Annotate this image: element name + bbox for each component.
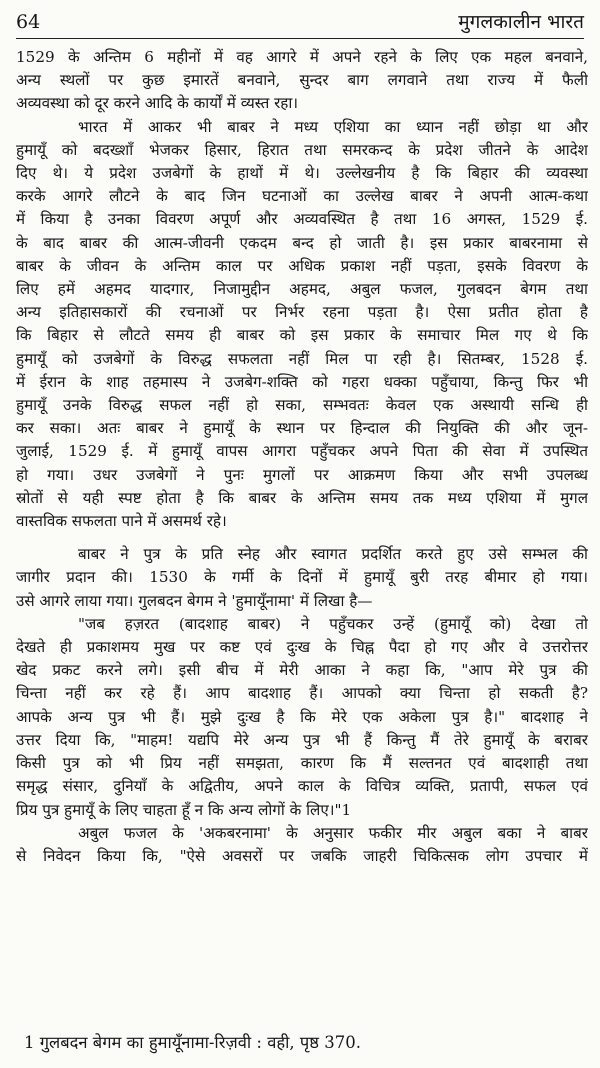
text-line: अबुल फजल के 'अकबरनामा' के अनुसार फकीर मीर अबुल बका ने बाबर: [78, 823, 588, 842]
text-line: हुमायूँ उनके विरुद्ध सफल नहीं हो सका, सम्भवतः केवल एक अस्थायी सन्धि ही: [16, 396, 588, 415]
text-line: कर सका। अतः बाबर ने हुमायूँ के स्थान पर हिन्दाल की नियुक्ति की और जून-: [16, 419, 588, 438]
text-line: भारत में आकर भी बाबर ने मध्य एशिया का ध्यान नहीं छोड़ा था और: [78, 117, 588, 136]
text-line: उत्तर दिया कि, "माहम! यद्यपि मेरे अन्य पुत्र भी हैं किन्तु मैं तेरे हुमायूँ के बराबर: [16, 730, 588, 749]
text-line: चिन्ता नहीं कर रहे हैं। आप बादशाह हैं। आपको क्या चिन्ता हो सकती है?: [16, 684, 588, 703]
text-line: करके आगरे लौटने के बाद जिन घटनाओं का उल्लेख बाबर ने अपनी आत्म-कथा: [16, 187, 588, 206]
text-line: "जब हज़रत (बादशाह बाबर) ने पहुँचकर उन्हें (हुमायूँ को) देखा तो: [78, 614, 588, 633]
paragraph-gap: [16, 533, 588, 543]
text-line: हुमायूँ को बदख्शाँ भेजकर हिसार, हिरात तथा समरकन्द के प्रदेश जीतने के आदेश: [16, 140, 588, 159]
quotation-paragraph: [16, 613, 588, 822]
text-line: 1529 के अन्तिम 6 महीनों में वह आगरे में अपने रहने के लिए एक महल बनवाने,: [16, 48, 588, 66]
running-title: मुगलकालीन भारत: [458, 11, 584, 33]
text-line: बाबर के जीवन के अन्तिम काल पर अधिक प्रकाश नहीं पड़ता, इसके विवरण के: [16, 256, 588, 275]
page-header: [16, 8, 584, 34]
text-line: हो गया। उधर उजबेगों ने पुनः मुगलों पर आक्रमण किया और सभी उपलब्ध: [16, 465, 588, 484]
paragraph: [16, 46, 588, 116]
text-line: लिए हमें अहमद यादगार, निजामुद्दीन अहमद, अबुल फजल, गुलबदन बेगम तथा: [16, 280, 588, 299]
text-line: वास्तविक सफलता पाने में असमर्थ रहे।: [16, 512, 227, 531]
text-line: स्रोतों से यही स्पष्ट होता है कि बाबर के अन्तिम समय तक मध्य एशिया में मुगल: [16, 488, 588, 507]
text-line: बाबर ने पुत्र के प्रति स्नेह और स्वागत प्रदर्शित करते हुए उसे सम्भल की: [78, 545, 588, 564]
text-line: में किया है उनका विवरण अपूर्ण और अव्यवस्थित है तथा 16 अगस्त, 1529 ई.: [16, 210, 588, 229]
page-number: 64: [16, 11, 41, 33]
text-line: प्रिय पुत्र हुमायूँ के लिए चाहता हूँ न कि अन्य लोगों के लिए।"1: [16, 800, 352, 819]
paragraph: [16, 822, 588, 868]
text-line: के बाद बाबर की आत्म-जीवनी एकदम बन्द हो जाती है। इस प्रकार बाबरनामा से: [16, 233, 588, 252]
text-line: अन्य स्थलों पर कुछ इमारतें बनवाने, सुन्दर बाग लगवाने तथा राज्य में फैली: [16, 71, 588, 90]
text-line: दिए थे। ये प्रदेश उजबेगों के हाथों में थे। उल्लेखनीय है कि बिहार की व्यवस्था: [16, 164, 588, 183]
text-line: में ईरान के शाह तहमास्प ने उजबेग-शक्ति को गहरा धक्का पहुँचाया, किन्तु फिर भी: [16, 372, 588, 391]
text-line: हुमायूँ को उजबेगों के विरुद्ध सफलता नहीं मिल पा रही है। सितम्बर, 1528 ई.: [16, 349, 588, 368]
header-rule: [16, 38, 584, 39]
text-line: कि बिहार से लौटते समय ही बाबर को इस प्रकार के समाचार मिल गए थे कि: [16, 326, 588, 345]
text-line: किसी पुत्र को भी प्रिय नहीं समझता, कारण कि मैं सल्तनत एवं बादशाही तथा: [16, 754, 588, 773]
text-line: अव्यवस्था को दूर करने आदि के कार्यों में व्यस्त रहा।: [16, 94, 299, 113]
text-line: जागीर प्रदान की। 1530 के गर्मी के दिनों में हुमायूँ बुरी तरह बीमार हो गया।: [16, 568, 588, 587]
paragraph: [16, 116, 588, 534]
text-line: से निवेदन किया कि, "ऐसे अवसरों पर जबकि जाहरी चिकित्सक लोग उपचार में: [16, 846, 588, 865]
footnote: 1 गुलबदन बेगम का हुमायूँनामा-रिज़वी : वही, पृष्ठ 370.: [24, 1033, 361, 1052]
text-line: समृद्ध संसार, दुनियाँ के अद्वितीय, अपने काल के विचित्र व्यक्ति, प्रतापी, सफल एवं: [16, 777, 588, 796]
text-line: जुलाई, 1529 ई. में हुमायूँ वापस आगरा पहुँचकर अपने पिता की सेवा में उपस्थित: [16, 442, 588, 461]
paragraph: [16, 543, 588, 613]
text-line: उसे आगरे लाया गया। गुलबदन बेगम ने 'हुमायूँनामा' में लिखा है—: [16, 591, 373, 610]
text-line: अन्य इतिहासकारों की रचनाओं पर निर्भर रहना पड़ता है। ऐसा प्रतीत होता है: [16, 303, 588, 322]
text-line: खेद प्रकट करने लगे। इसी बीच में मेरी आका ने कहा कि, "आप मेरे पुत्र की: [16, 661, 588, 680]
text-line: देखते ही प्रकाशमय मुख पर कष्ट एवं दुःख के चिह्न पैदा हो गए और वे उत्तरोत्तर: [16, 638, 588, 657]
text-line: आपके अन्य पुत्र भी हैं। मुझे दुःख है कि मेरे एक अकेला पुत्र है।" बादशाह ने: [16, 707, 588, 726]
body-text: [16, 46, 588, 868]
